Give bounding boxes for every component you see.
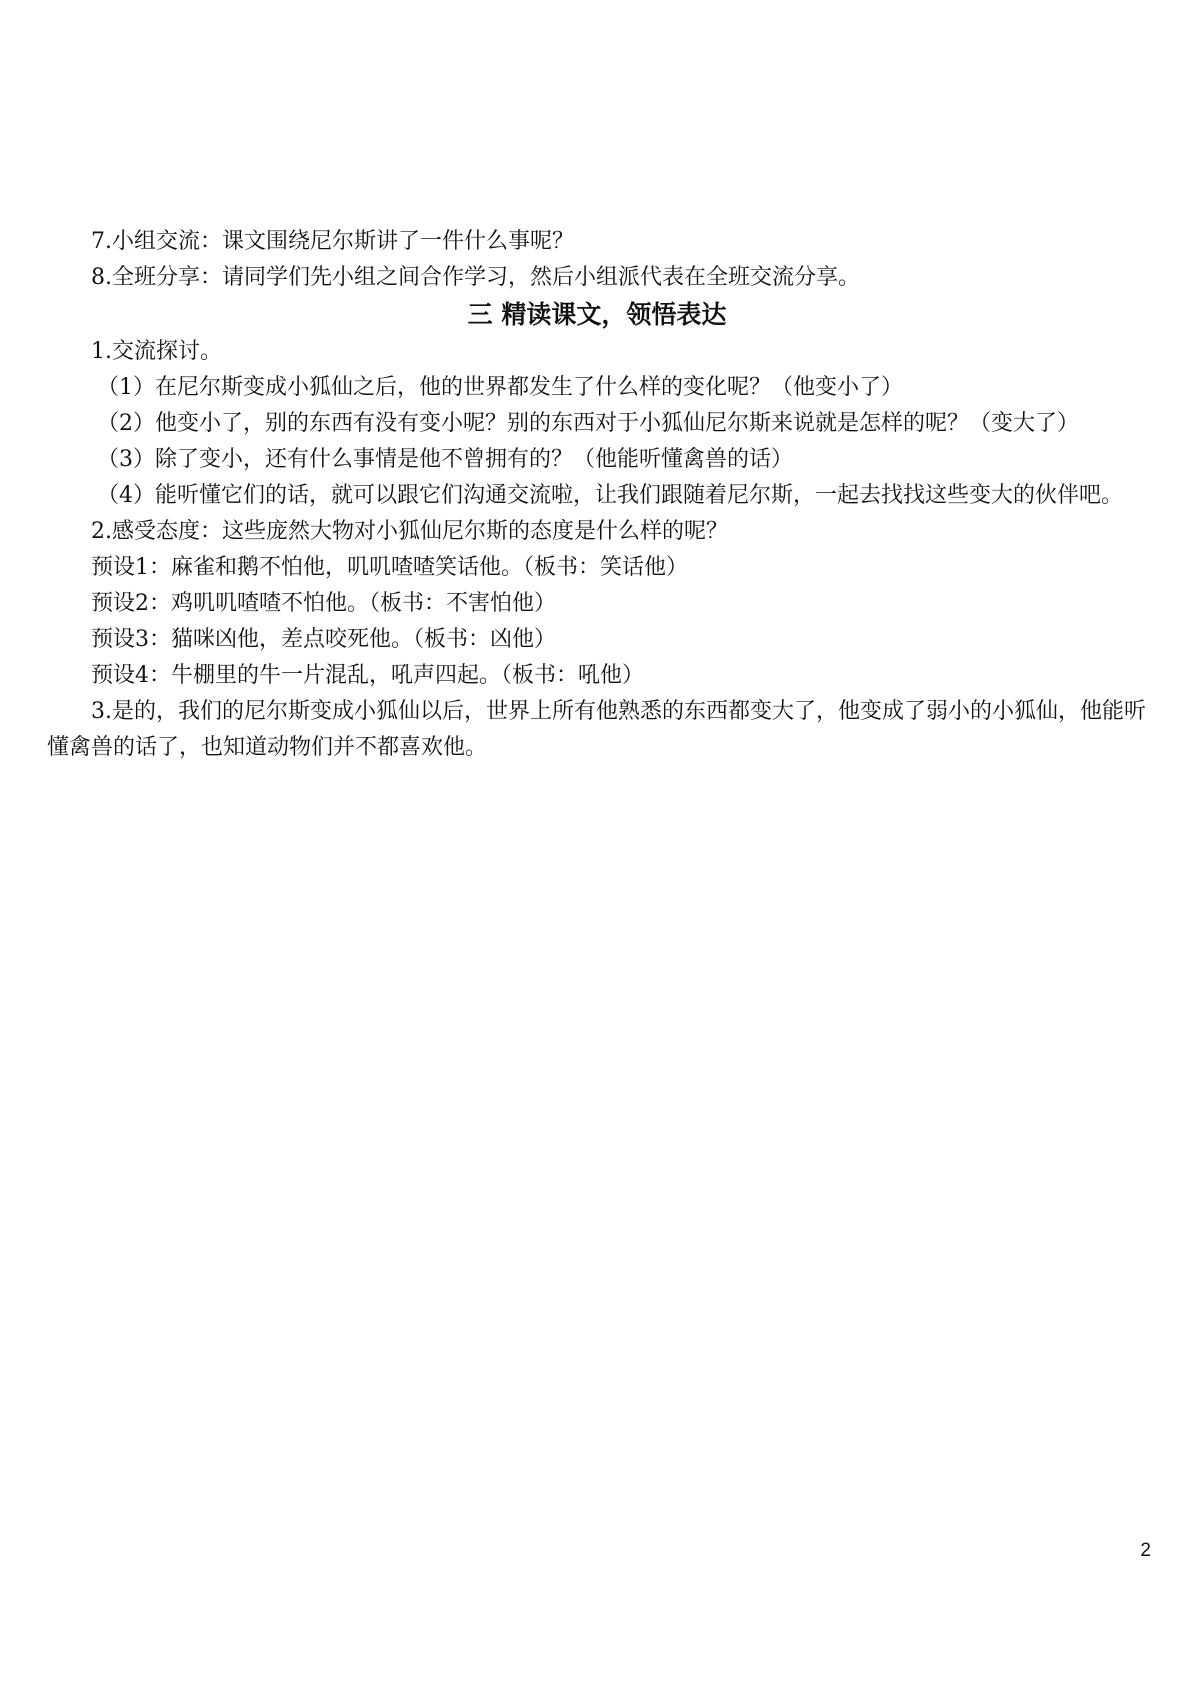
paragraph-group-discussion: 7.小组交流：课文围绕尼尔斯讲了一件什么事呢？ (91, 229, 574, 254)
section-heading: 三 精读课文，领悟表达 (467, 300, 727, 329)
paragraph-question-3: （3）除了变小，还有什么事情是他不曾拥有的？（他能听懂禽兽的话） (97, 447, 793, 472)
document-body (47, 224, 1147, 766)
paragraph-preset-2: 预设2：鸡叽叽喳喳不怕他。（板书：不害怕他） (91, 591, 556, 616)
paragraph-class-sharing: 8.全班分享：请同学们先小组之间合作学习，然后小组派代表在全班交流分享。 (91, 265, 860, 290)
paragraph-question-1: （1）在尼尔斯变成小狐仙之后，他的世界都发生了什么样的变化呢？（他变小了） (97, 375, 903, 400)
paragraph-preset-4: 预设4：牛棚里的牛一片混乱，吼声四起。（板书：吼他） (91, 663, 644, 688)
paragraph-exchange-discussion: 1.交流探讨。 (91, 339, 222, 364)
paragraph-question-2: （2）他变小了，别的东西有没有变小呢？别的东西对于小狐仙尼尔斯来说就是怎样的呢？（变大了） (97, 411, 1080, 436)
paragraph-summary: 3.是的，我们的尼尔斯变成小狐仙以后，世界上所有他熟悉的东西都变大了，他变成了弱小的小狐仙，他能听懂禽兽的话了，也知道动物们并不都喜欢他。 (47, 699, 1146, 760)
paragraph-attitude: 2.感受态度：这些庞然大物对小狐仙尼尔斯的态度是什么样的呢？ (91, 519, 728, 544)
page-number: 2 (1140, 1540, 1151, 1561)
paragraph-question-4: （4）能听懂它们的话，就可以跟它们沟通交流啦，让我们跟随着尼尔斯，一起去找找这些变大的伙伴吧。 (97, 483, 1124, 508)
paragraph-preset-3: 预设3：猫咪凶他，差点咬死他。（板书：凶他） (91, 627, 556, 652)
paragraph-preset-1: 预设1：麻雀和鹅不怕他，叽叽喳喳笑话他。（板书：笑话他） (91, 555, 688, 580)
